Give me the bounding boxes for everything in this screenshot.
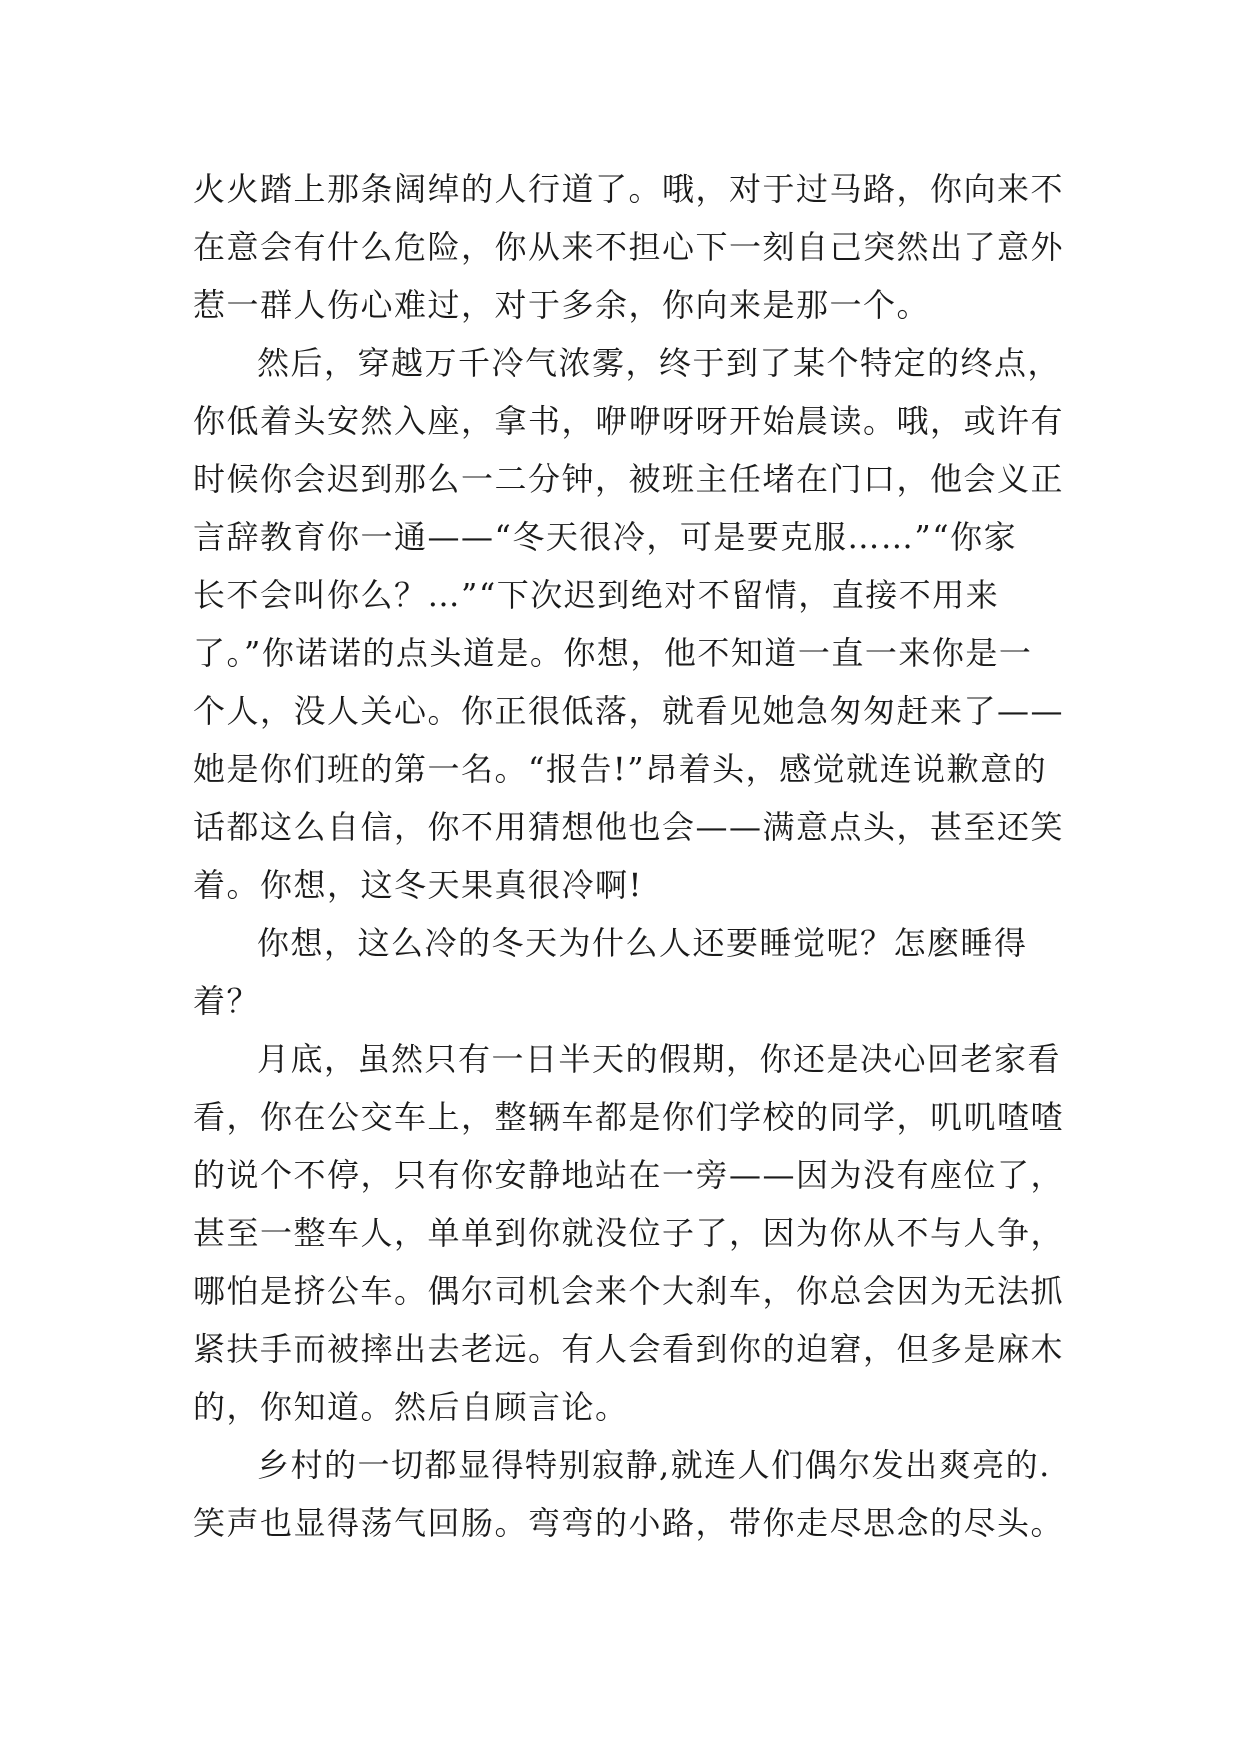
text-line: 你低着头安然入座，拿书，咿咿呀呀开始晨读。哦，或许有 xyxy=(193,402,1065,440)
text-line: 甚至一整车人，单单到你就没位子了，因为你从不与人争， xyxy=(193,1214,1065,1252)
text-line: 她是你们班的第一名。“报告!”昂着头，感觉就连说歉意的 xyxy=(193,750,1048,788)
text-line: 了。”你诺诺的点头道是。你想，他不知道一直一来你是一 xyxy=(193,634,1033,672)
text-line: 个人，没人关心。你正很低落，就看见她急匆匆赶来了—— xyxy=(193,692,1065,730)
text-line: 惹一群人伤心难过，对于多余，你向来是那一个。 xyxy=(193,286,931,324)
text-line: 长不会叫你么？…”“下次迟到绝对不留情，直接不用来 xyxy=(193,576,1000,614)
text-line: 哪怕是挤公车。偶尔司机会来个大刹车，你总会因为无法抓 xyxy=(193,1272,1065,1310)
text-line: 着？ xyxy=(193,982,261,1020)
document-body-text xyxy=(193,160,1073,1552)
text-line: 在意会有什么危险，你从来不担心下一刻自己突然出了意外 xyxy=(193,228,1065,266)
text-line: 时候你会迟到那么一二分钟，被班主任堵在门口，他会义正 xyxy=(193,460,1065,498)
text-line: 言辞教育你一通——“冬天很冷，可是要克服……”“你家 xyxy=(193,518,1018,556)
paragraph-start-line: 然后，穿越万千冷气浓雾，终于到了某个特定的终点， xyxy=(257,344,1062,382)
text-line: 笑声也显得荡气回肠。弯弯的小路，带你走尽思念的尽头。 xyxy=(193,1504,1065,1542)
text-line: 的，你知道。然后自顾言论。 xyxy=(193,1388,629,1426)
text-line: 火火踏上那条阔绰的人行道了。哦，对于过马路，你向来不 xyxy=(193,170,1065,208)
paragraph-start-line: 乡村的一切都显得特别寂静,就连人们偶尔发出爽亮的. xyxy=(257,1446,1051,1484)
text-line: 看，你在公交车上，整辆车都是你们学校的同学，叽叽喳喳 xyxy=(193,1098,1065,1136)
text-line: 紧扶手而被摔出去老远。有人会看到你的迫窘，但多是麻木 xyxy=(193,1330,1065,1368)
text-line: 的说个不停，只有你安静地站在一旁——因为没有座位了， xyxy=(193,1156,1065,1194)
paragraph-start-line: 你想，这么冷的冬天为什么人还要睡觉呢？怎麽睡得 xyxy=(257,924,1028,962)
paragraph-start-line: 月底，虽然只有一日半天的假期，你还是决心回老家看 xyxy=(257,1040,1062,1078)
text-line: 话都这么自信，你不用猜想他也会——满意点头，甚至还笑 xyxy=(193,808,1065,846)
text-line: 着。你想，这冬天果真很冷啊! xyxy=(193,866,643,904)
